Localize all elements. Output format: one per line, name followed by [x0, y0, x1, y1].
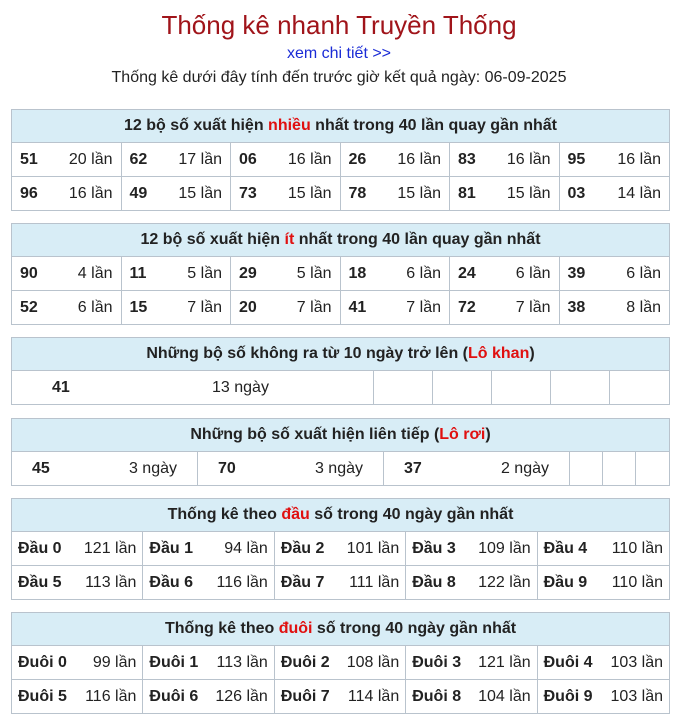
empty-cell — [610, 371, 669, 404]
number-cell: 15 7 lần — [122, 291, 232, 324]
number-cell: 20 7 lần — [231, 291, 341, 324]
table-row — [12, 257, 669, 290]
number-cell: 73 15 lần — [231, 177, 341, 210]
page-title: Thống kê nhanh Truyền Thống — [161, 10, 517, 40]
table-row — [12, 452, 669, 485]
table-row — [12, 565, 669, 599]
lo-khan-heading: Những bộ số không ra từ 10 ngày trở lên (Lô khan) — [12, 338, 669, 371]
empty-cell — [603, 452, 636, 485]
table-row — [12, 532, 669, 565]
empty-cell — [374, 371, 433, 404]
empty-cell — [570, 452, 603, 485]
dau-cell: Đầu 0 121 lần — [12, 532, 143, 565]
dau-cell: Đầu 6 116 lần — [143, 566, 274, 599]
lo-khan-item: 41 13 ngày — [12, 371, 374, 404]
dau-cell: Đầu 8 122 lần — [406, 566, 537, 599]
empty-cell — [492, 371, 551, 404]
dau-cell: Đầu 1 94 lần — [143, 532, 274, 565]
duoi-stats-table — [11, 612, 670, 714]
number-cell: 29 5 lần — [231, 257, 341, 290]
table-row — [12, 371, 669, 404]
number-cell: 49 15 lần — [122, 177, 232, 210]
empty-cell — [636, 452, 669, 485]
duoi-cell: Đuôi 8 104 lần — [406, 680, 537, 713]
duoi-cell: Đuôi 3 121 lần — [406, 646, 537, 679]
table-row — [12, 176, 669, 210]
number-cell: 78 15 lần — [341, 177, 451, 210]
duoi-cell: Đuôi 4 103 lần — [543, 653, 664, 671]
duoi-heading: Thống kê theo đuôi số trong 40 ngày gần nhất — [12, 613, 669, 646]
dau-heading: Thống kê theo đầu số trong 40 ngày gần nhất — [12, 499, 669, 532]
least-frequent-heading: 12 bộ số xuất hiện ít nhất trong 40 lần quay gần nhất — [12, 224, 669, 257]
number-cell: 26 16 lần — [341, 143, 451, 176]
dau-cell: Đầu 4 110 lần — [543, 539, 664, 557]
number-cell: 18 6 lần — [341, 257, 451, 290]
most-frequent-table — [11, 109, 670, 211]
lo-roi-item: 70 3 ngày — [198, 452, 384, 485]
number-cell: 62 17 lần — [122, 143, 232, 176]
number-cell: 41 7 lần — [341, 291, 451, 324]
number-cell: 83 16 lần — [450, 143, 560, 176]
number-cell: 81 15 lần — [450, 177, 560, 210]
duoi-cell: Đuôi 1 113 lần — [143, 646, 274, 679]
number-cell: 06 16 lần — [231, 143, 341, 176]
dau-stats-table — [11, 498, 670, 600]
table-row — [12, 646, 669, 679]
duoi-cell: Đuôi 2 108 lần — [275, 646, 406, 679]
page-subtitle: Thống kê dưới đây tính đến trước giờ kết quả ngày: 06-09-2025 — [111, 69, 567, 86]
duoi-cell: Đuôi 0 99 lần — [12, 646, 143, 679]
duoi-cell: Đuôi 7 114 lần — [275, 680, 406, 713]
number-cell: 51 20 lần — [12, 143, 122, 176]
table-row — [12, 143, 669, 176]
number-cell: 95 16 lần — [567, 150, 661, 168]
duoi-cell: Đuôi 6 126 lần — [143, 680, 274, 713]
view-details-link[interactable]: xem chi tiết >> — [286, 45, 392, 62]
lo-roi-item: 37 2 ngày — [384, 452, 570, 485]
number-cell: 39 6 lần — [567, 264, 661, 282]
dau-cell: Đầu 2 101 lần — [275, 532, 406, 565]
lo-khan-table — [11, 337, 670, 405]
most-frequent-heading: 12 bộ số xuất hiện nhiều nhất trong 40 lần quay gần nhất — [12, 110, 669, 143]
dau-cell: Đầu 7 111 lần — [275, 566, 406, 599]
page-header — [0, 10, 678, 88]
table-row — [12, 679, 669, 713]
number-cell: 96 16 lần — [12, 177, 122, 210]
lo-roi-heading: Những bộ số xuất hiện liên tiếp (Lô rơi) — [12, 419, 669, 452]
number-cell: 52 6 lần — [12, 291, 122, 324]
duoi-cell: Đuôi 9 103 lần — [543, 687, 664, 705]
number-cell: 90 4 lần — [12, 257, 122, 290]
number-cell: 24 6 lần — [450, 257, 560, 290]
lo-roi-item: 45 3 ngày — [12, 452, 198, 485]
number-cell: 11 5 lần — [122, 257, 232, 290]
dau-cell: Đầu 9 110 lần — [543, 573, 664, 591]
number-cell: 03 14 lần — [567, 184, 661, 202]
number-cell: 38 8 lần — [567, 298, 661, 316]
dau-cell: Đầu 3 109 lần — [406, 532, 537, 565]
least-frequent-table — [11, 223, 670, 325]
empty-cell — [551, 371, 610, 404]
table-row — [12, 290, 669, 324]
lo-roi-table — [11, 418, 670, 486]
number-cell: 72 7 lần — [450, 291, 560, 324]
empty-cell — [433, 371, 492, 404]
dau-cell: Đầu 5 113 lần — [12, 566, 143, 599]
duoi-cell: Đuôi 5 116 lần — [12, 680, 143, 713]
